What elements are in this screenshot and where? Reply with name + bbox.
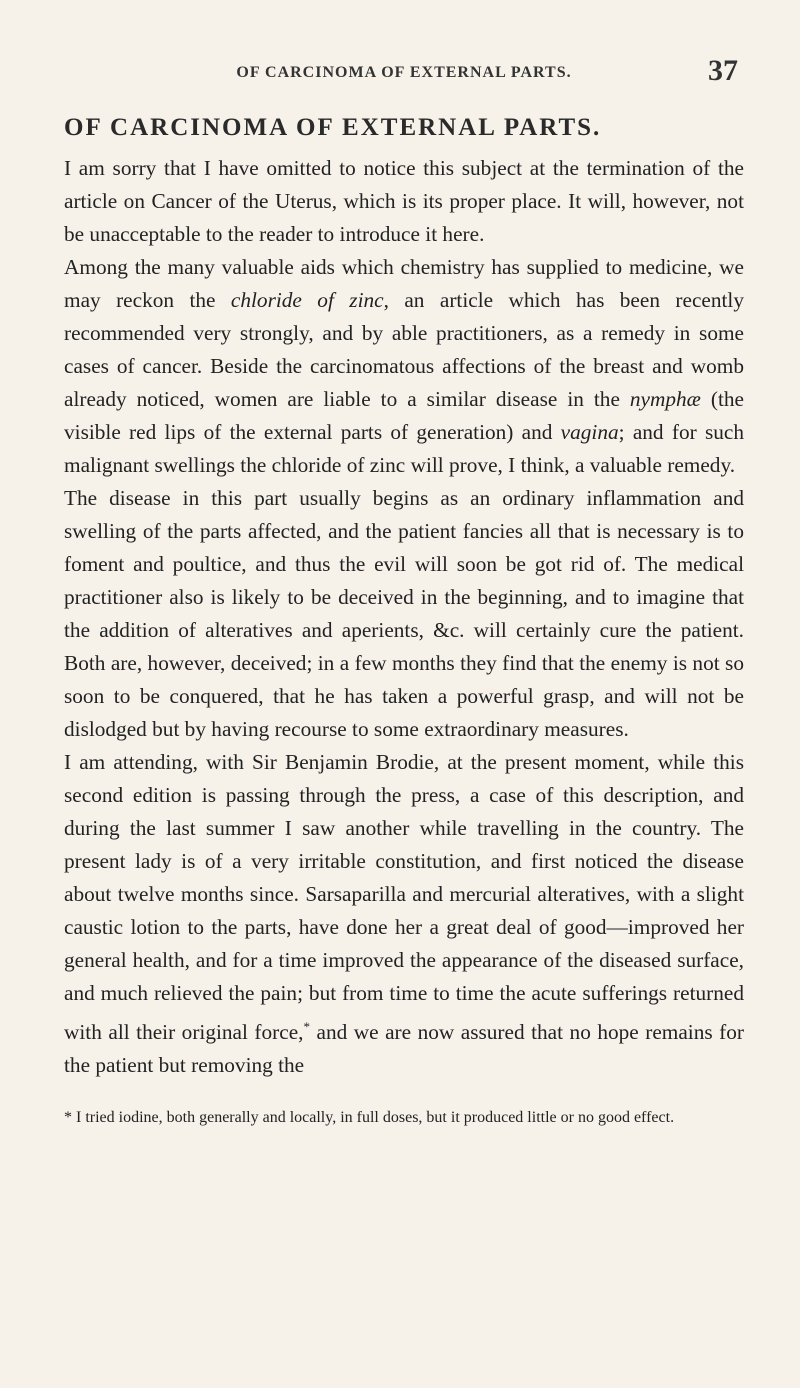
paragraph: [64, 152, 744, 251]
footnote: [64, 1106, 744, 1130]
footnote-text: I tried iodine, both generally and locally, in full doses, but it produced little or no good effect.: [72, 1109, 675, 1127]
italic-term: nymphæ: [629, 387, 701, 411]
italic-term: vagina: [560, 420, 619, 444]
page-number: 37: [708, 54, 738, 87]
paragraph: [64, 482, 744, 746]
paragraph-text: The disease in this part usually begins as an ordinary inflammation and swelling of the parts affected, and the patient fancies all that is necessary is to foment and poultice, and thus the evil will soon be got rid of. The medical practitioner also is likely to be deceived in the beginning, and to imagine that the addition of alteratives and aperients, &c. will certainly cure the patient. Both are, however, deceived; in a few months they find that the enemy is not so soon to be conquered, that he has taken a powerful grasp, and will not be dislodged but by having recourse to some extraordinary measures.: [64, 486, 744, 741]
paragraph-text: , an article which has been recently recommended very strongly, and by able practitioners, as a remedy in some cases of cancer. Beside the carcinomatous affections of the breast and womb already noticed, women are liable to a similar disease in the: [64, 288, 744, 411]
paragraph-text: I am attending, with Sir Benjamin Brodie, at the present moment, while this second edition is passing through the press, a case of this description, and during the last summer I saw another while travelling in the country. The present lady is of a very irritable constitution, and first noticed the disease about twelve months since. Sarsaparilla and mercurial alteratives, with a slight caustic lotion to the parts, have done her a great deal of good—improved her general health, and for a time improved the appearance of the diseased surface, and much relieved the pain; but from time to time the acute sufferings returned with all their original force,: [64, 750, 744, 1045]
paragraph-text: ; and for such malignant swellings the chloride of zinc will prove, I think, a valuable remedy.: [64, 420, 744, 477]
footnote-marker: *: [64, 1109, 72, 1127]
running-header: [64, 54, 744, 96]
paragraph-text: I am sorry that I have omitted to notice this subject at the termination of the article on Cancer of the Uterus, which is its proper place. It will, however, not be unacceptable to the reader to introduce it here.: [64, 156, 744, 246]
footnote-marker: *: [303, 1019, 310, 1034]
running-title: OF CARCINOMA OF EXTERNAL PARTS.: [236, 64, 572, 81]
page: [64, 54, 744, 1360]
chapter-title: OF CARCINOMA OF EXTERNAL PARTS.: [64, 114, 602, 141]
body-text: [64, 152, 744, 1082]
italic-term: chloride of zinc: [230, 288, 384, 312]
paragraph-text: Among the many valuable aids which chemistry has supplied to medicine, we may reckon the: [64, 255, 744, 312]
paragraph: [64, 746, 744, 1082]
paragraph-text: (the visible red lips of the external parts of generation) and: [64, 387, 744, 444]
paragraph: [64, 251, 744, 482]
paragraph-text: and we are now assured that no hope remains for the patient but removing the: [64, 1020, 744, 1078]
